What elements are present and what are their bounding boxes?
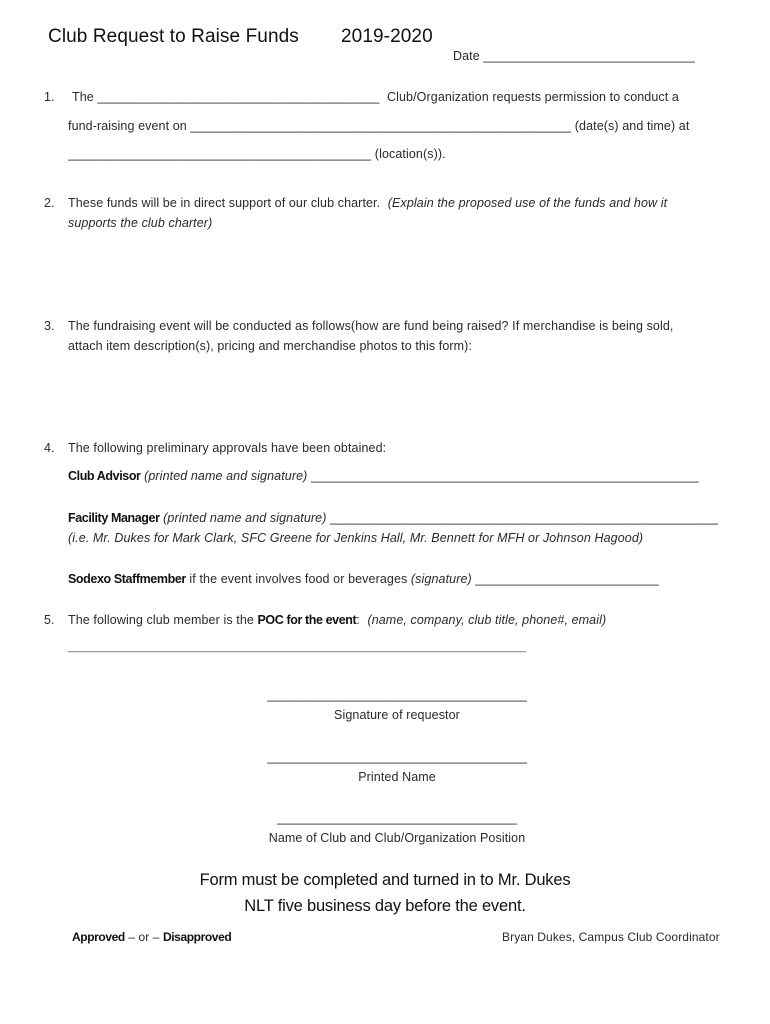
poc-colon: : xyxy=(356,613,360,627)
instruction-text: supports the club charter) xyxy=(68,216,213,230)
school-year: 2019-2020 xyxy=(341,26,433,47)
poc-row xyxy=(68,613,606,627)
item-text: The following preliminary approvals have been obtained: xyxy=(68,441,387,455)
item-text: The fundraising event will be conducted as follows(how are fund being raised? If merchandise is being sold, xyxy=(68,319,674,333)
club-advisor-label: Club Advisor xyxy=(68,469,141,483)
club-name-field[interactable]: The ________________________________________ xyxy=(72,90,380,104)
field-hint: (printed name and signature) xyxy=(144,469,308,483)
location-field[interactable]: ___________________________________________ (location(s)). xyxy=(68,147,446,161)
item-number: 2. xyxy=(44,196,55,210)
footer-notice: Form must be completed and turned in to Mr. Dukes xyxy=(199,871,571,889)
poc-text: The following club member is the xyxy=(68,613,254,627)
sodexo-text: if the event involves food or beverages xyxy=(189,572,408,586)
club-advisor-signature-field[interactable]: _______________________________________________________ xyxy=(311,469,699,483)
requestor-signature-field[interactable]: _______________________________________ xyxy=(267,688,527,702)
field-hint: (signature) xyxy=(410,572,472,586)
facility-manager-row xyxy=(68,511,718,525)
item-text xyxy=(68,196,667,210)
facility-note: (i.e. Mr. Dukes for Mark Clark, SFC Greene for Jenkins Hall, Mr. Bennett for MFH or Johnson Hagood) xyxy=(68,531,644,545)
event-date-field[interactable]: fund-raising event on ______________________________________________________ (date(s) and time) at xyxy=(68,119,690,133)
sodexo-row xyxy=(68,572,659,586)
requestor-signature-label: Signature of requestor xyxy=(334,708,460,722)
club-advisor-row xyxy=(68,469,699,483)
poc-label: POC for the event xyxy=(257,613,357,627)
item-text: Club/Organization requests permission to conduct a xyxy=(387,90,679,104)
approved-option[interactable]: Approved xyxy=(72,930,125,944)
item-number: 5. xyxy=(44,613,55,627)
item-number: 1. xyxy=(44,90,55,104)
approval-row xyxy=(72,930,231,944)
field-hint: (printed name and signature) xyxy=(163,511,327,525)
disapproved-option[interactable]: Disapproved xyxy=(162,930,232,944)
footer-notice: NLT five business day before the event. xyxy=(244,897,526,915)
instruction-text: (Explain the proposed use of the funds and how it xyxy=(387,196,668,210)
form-title: Club Request to Raise Funds xyxy=(48,26,299,47)
sodexo-signature-field[interactable]: __________________________ xyxy=(475,572,659,586)
coordinator-name: Bryan Dukes, Campus Club Coordinator xyxy=(502,930,720,944)
field-hint: (name, company, club title, phone#, email) xyxy=(367,613,607,627)
printed-name-field[interactable]: _______________________________________ xyxy=(267,750,527,764)
club-position-label: Name of Club and Club/Organization Position xyxy=(268,831,526,845)
printed-name-label: Printed Name xyxy=(358,770,436,784)
sodexo-label: Sodexo Staffmember xyxy=(68,572,186,586)
item-number: 3. xyxy=(44,319,55,333)
poc-field[interactable]: _______________________________________________________________________________________________ xyxy=(68,642,526,653)
charter-support-text: These funds will be in direct support of our club charter. xyxy=(68,196,381,210)
facility-manager-signature-field[interactable]: _______________________________________________________ xyxy=(330,511,718,525)
item-text: attach item description(s), pricing and merchandise photos to this form): xyxy=(68,339,473,353)
or-separator: – or – xyxy=(128,930,160,944)
date-field[interactable]: Date ______________________________ xyxy=(453,49,695,63)
club-position-field[interactable]: ____________________________________ xyxy=(277,811,517,825)
facility-manager-label: Facility Manager xyxy=(68,511,160,525)
item-number: 4. xyxy=(44,441,55,455)
